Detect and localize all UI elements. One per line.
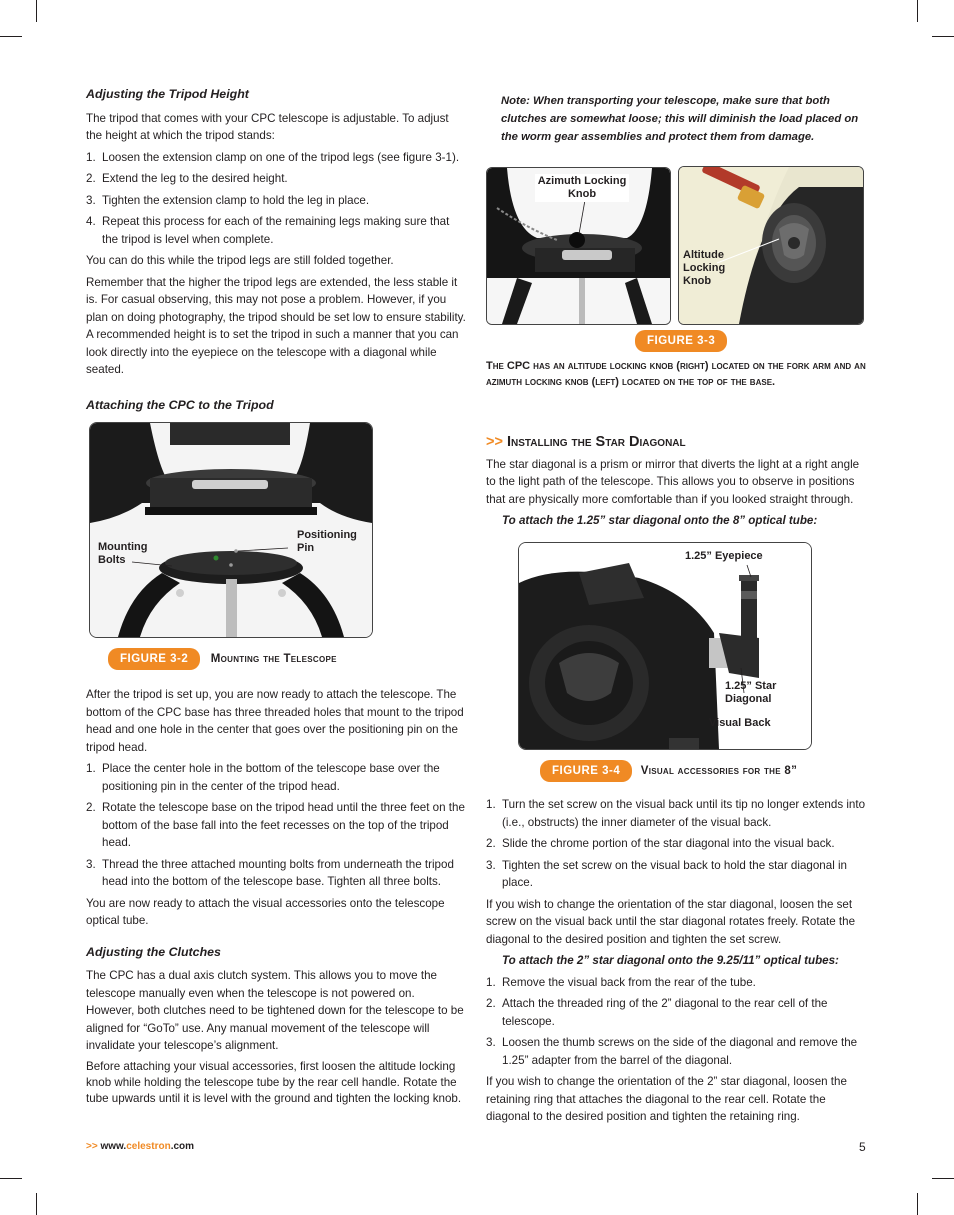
crop-mark xyxy=(36,0,37,22)
right-column-lower xyxy=(486,796,870,1130)
visual-back-label: Visual Back xyxy=(709,717,771,729)
steps-2in-list xyxy=(486,974,870,1070)
clutch-paragraph-1: The CPC has a dual axis clutch system. This allows you to move the telescope manually even when the telescope is not powered on. However, both clutches need to be tightened down for the telescope to be aligned for “GoTo” use. Any manual movement of the telescope will invalidate your telescope’s alignment. xyxy=(86,969,464,1052)
figure-3-3-badge: FIGURE 3-3 xyxy=(635,330,727,352)
section-heading-star-diagonal xyxy=(486,434,870,452)
left-column xyxy=(86,86,466,420)
list-item: 1. Remove the visual back from the rear of the tube. xyxy=(486,975,756,989)
figure-3-2-caption: Mounting the Telescope xyxy=(210,653,337,665)
attach-steps-list xyxy=(86,760,466,891)
figure-3-4-badge: FIGURE 3-4 xyxy=(540,760,632,782)
heading-attach-tripod: Attaching the CPC to the Tripod xyxy=(86,397,274,412)
right-column-middle xyxy=(486,434,870,534)
footer-com: .com xyxy=(170,1141,195,1152)
list-item: 1. Place the center hole in the bottom of the telescope base over the positioning pin in the center of the tripod head. xyxy=(86,762,440,793)
crop-mark xyxy=(36,1193,37,1215)
heading-125-diagonal: To attach the 1.25” star diagonal onto the 8” optical tube: xyxy=(502,514,818,527)
transport-note: Note: When transporting your telescope, make sure that both clutches are somewhat loose; this will diminish the load placed on the worm gear assemblies and protect them from damage. xyxy=(501,95,859,143)
altitude-knob-illustration xyxy=(679,167,863,324)
heading-tripod-height: Adjusting the Tripod Height xyxy=(86,87,249,101)
left-column-lower xyxy=(86,686,466,1111)
list-item: 1. Loosen the extension clamp on one of the tripod legs (see figure 3-1). xyxy=(86,150,460,164)
crop-mark xyxy=(932,1178,954,1179)
figure-3-2-caption-row xyxy=(108,648,337,670)
footer-arrows: >> xyxy=(86,1141,98,1152)
ready-paragraph: You are now ready to attach the visual accessories onto the telescope optical tube. xyxy=(86,896,445,927)
crop-mark xyxy=(917,1193,918,1215)
figure-3-2-badge: FIGURE 3-2 xyxy=(108,648,200,670)
list-item: 2. Extend the leg to the desired height. xyxy=(86,172,288,185)
list-item: 4. Repeat this process for each of the remaining legs making sure that the tripod is level when complete. xyxy=(86,215,450,246)
crop-mark xyxy=(0,1178,22,1179)
figure-3-3-badge-row xyxy=(635,330,727,352)
list-item: 3. Tighten the set screw on the visual back to hold the star diagonal in place. xyxy=(486,858,848,889)
footer-brand: celestron xyxy=(126,1141,171,1152)
altitude-label: Altitude Locking Knob xyxy=(683,249,726,287)
remember-paragraph: Remember that the higher the tripod legs are extended, the less stable it is. For casual observing, this may not pose a problem. However, if you plan on doing photography, the tripod should be set low to ensure stability. A recommended height is to set the tripod in such a manner that you can look directly into the eyepiece on the telescope with a diagonal while seated. xyxy=(86,275,466,376)
eyepiece-label: 1.25” Eyepiece xyxy=(685,550,763,562)
figure-3-4-photo xyxy=(518,542,812,750)
heading-2in-diagonal: To attach the 2” star diagonal onto the 9.25/11” optical tubes: xyxy=(502,954,839,967)
mounting-bolts-label: Mounting Bolts xyxy=(98,541,148,566)
figure-3-3-caption: The CPC has an altitude locking knob (right) located on the fork arm and an azimuth locking knob (left) located on the top of the base. xyxy=(486,360,866,388)
page-number: 5 xyxy=(859,1140,866,1154)
folded-note: You can do this while the tripod legs are still folded together. xyxy=(86,254,394,267)
orientation-paragraph-1: If you wish to change the orientation of the star diagonal, loosen the set screw on the visual back until the star diagonal rotates freely. Rotate the diagonal to the desired position and tighten the set screw. xyxy=(486,897,856,946)
diagonal-intro: The star diagonal is a prism or mirror that diverts the light at a right angle to the light path of the telescope. This allows you to observe in positions that are physically more comfortable than if you looked straight through. xyxy=(486,457,860,506)
figure-3-2-photo xyxy=(89,422,373,638)
figure-3-3-left-photo xyxy=(486,167,671,325)
figure-3-4-caption: Visual accessories for the 8” xyxy=(640,765,798,777)
footer-url[interactable] xyxy=(86,1141,194,1152)
list-item: 3. Thread the three attached mounting bolts from underneath the tripod head into the bottom of the telescope base. Tighten all three bolts. xyxy=(86,857,454,888)
list-item: 2. Attach the threaded ring of the 2” diagonal to the rear cell of the telescope. xyxy=(486,997,828,1028)
figure-3-3-right-photo xyxy=(678,166,864,325)
footer-www: www. xyxy=(100,1141,127,1152)
list-item: 3. Loosen the thumb screws on the side of the diagonal and remove the 1.25” adapter from the barrel of the diagonal. xyxy=(486,1036,858,1067)
heading-clutches: Adjusting the Clutches xyxy=(86,944,221,959)
steps-125-list xyxy=(486,796,870,892)
tripod-intro: The tripod that comes with your CPC telescope is adjustable. To adjust the height at which the tripod stands: xyxy=(86,111,449,142)
crop-mark xyxy=(932,36,954,37)
star-diagonal-label: 1.25” Star Diagonal xyxy=(725,680,777,705)
crop-mark xyxy=(917,0,918,22)
right-column-top xyxy=(486,92,870,146)
list-item: 3. Tighten the extension clamp to hold the leg in place. xyxy=(86,193,370,207)
crop-mark xyxy=(0,36,22,37)
after-setup-paragraph: After the tripod is set up, you are now ready to attach the telescope. The bottom of the CPC base has three threaded holes that mount to the tripod head and one hole in the center that goes over the positioning pin on the tripod head. xyxy=(86,688,464,754)
figure-3-4-caption-row xyxy=(540,760,797,782)
height-steps-list xyxy=(86,149,466,249)
clutch-paragraph-2: Before attaching your visual accessories, first loosen the altitude locking knob while holding the telescope tube by the rear cell handle. Rotate the tube upwards until it is level with the ground and tighten the locking knob. xyxy=(86,1059,462,1105)
list-item: 2. Slide the chrome portion of the star diagonal into the visual back. xyxy=(486,837,835,850)
list-item: 1. Turn the set screw on the visual back until its tip no longer extends into (i.e., obstructs) the inner diameter of the visual back. xyxy=(486,798,866,829)
section-arrows: >> xyxy=(486,434,503,450)
positioning-pin-label: Positioning Pin xyxy=(297,529,357,554)
section-title: Installing the Star Diagonal xyxy=(506,434,686,450)
orientation-paragraph-2: If you wish to change the orientation of the 2” star diagonal, loosen the retaining ring that attaches the diagonal to the rear cell. Rotate the diagonal to the desired position and tighten the retaining ring. xyxy=(486,1075,847,1123)
list-item: 2. Rotate the telescope base on the tripod head until the three feet on the bottom of the base fall into the feet recesses on the top of the tripod head. xyxy=(86,801,465,849)
azimuth-label: Azimuth Locking Knob xyxy=(535,174,629,202)
